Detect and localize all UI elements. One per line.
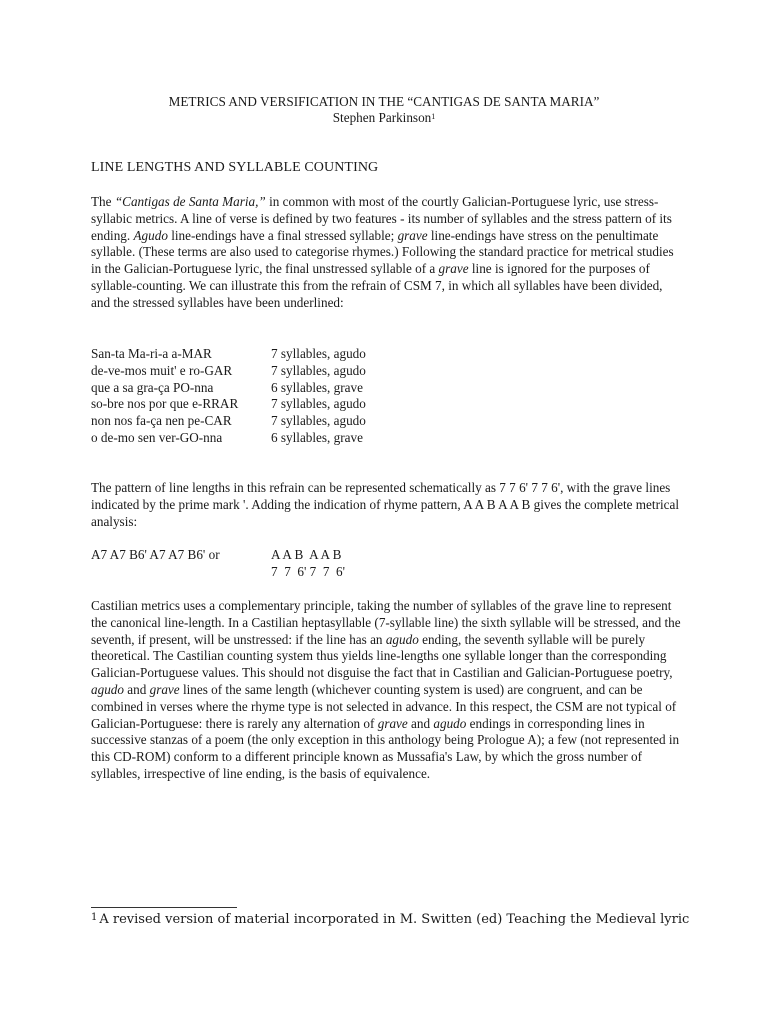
- footnote-text: A revised version of material incorporated in M. Switten (ed) Teaching the Medieval lyric: [99, 912, 690, 927]
- section-heading: LINE LENGTHS AND SYLLABLE COUNTING: [91, 160, 379, 175]
- analysis-spacer: [91, 564, 271, 581]
- footnote-divider: [91, 907, 237, 908]
- refrain-line-info: 7 syllables, agudo: [271, 362, 366, 378]
- refrain-line-text: o de-mo sen ver-GO-nna: [91, 429, 223, 445]
- metrical-analysis: [91, 547, 345, 581]
- refrain-line-info: 7 syllables, agudo: [271, 413, 366, 429]
- refrain-line-text: de-ve-mos muit' e ro-GAR: [91, 362, 233, 378]
- refrain-line-info: 7 syllables, agudo: [271, 346, 366, 361]
- refrain-line-info: 7 syllables, agudo: [271, 396, 366, 412]
- text-run: and: [407, 715, 434, 731]
- paragraph-pattern: The pattern of line lengths in this refrain can be represented schematically as 7 7 6' 7 7 6', with the grave lines indicated by the prime mark '. Adding the indication of rhyme pattern, A A B A A B gives the complete metrical analysis:: [91, 480, 680, 529]
- refrain-syllable-table: [91, 346, 366, 447]
- italic-run: grave: [438, 261, 469, 277]
- italic-run: agudo: [385, 631, 419, 647]
- text-run: and: [123, 681, 150, 697]
- text-run: endings in corresponding lines in successive stanzas of a poem (the only exception in this anthology being Prologue A); a few (not represented in this CD-ROM) conform to a different principle known as Mussafia's Law, by which the gross number of syllables, irrespective of line ending, is the basis of equivalence.: [91, 715, 680, 781]
- text-run: The: [91, 194, 115, 209]
- refrain-line: [91, 396, 366, 413]
- refrain-line: [91, 363, 366, 380]
- refrain-line-text: que a sa gra-ça PO-nna: [91, 379, 214, 395]
- paragraph-castilian: [91, 598, 681, 783]
- analysis-formula: A7 A7 B6' A7 A7 B6' or: [91, 547, 220, 562]
- paragraph-intro: [91, 194, 681, 312]
- refrain-line-text: non nos fa-ça nen pe-CAR: [91, 413, 232, 429]
- text-run: line-endings have stress on the penultimate syllable. (These terms are also used to categorise rhymes.) Following the standard practice for metrical studies in the Galician-Portuguese lyric, the final unstressed syllable of a: [91, 227, 674, 277]
- footnote: [91, 912, 689, 929]
- footnote-reference: 1: [431, 112, 436, 121]
- refrain-line: [91, 430, 366, 447]
- text-run: in common with most of the courtly Galician-Portuguese lyric, use stress-syllabic metrics. A line of verse is defined by two features - its number of syllables and the stress pattern of its ending.: [91, 194, 672, 243]
- italic-run: grave: [397, 227, 428, 243]
- refrain-line: [91, 380, 366, 397]
- text-run: lines of the same length (whichever counting system is used) are congruent, and can be combined in verses where the rhyme type is not selected in advance. In this respect, the CSM are not typical of Galician-Portuguese: there is rarely any alternation of: [91, 681, 677, 731]
- italic-run: “Cantigas de Santa Maria,”: [114, 194, 266, 209]
- refrain-line: [91, 346, 366, 363]
- refrain-line-info: 6 syllables, grave: [271, 379, 363, 395]
- text-run: Castilian metrics uses a complementary principle, taking the number of syllables of the grave line to represent the canonical line-length. In a Castilian heptasyllable (7-syllable line) the sixth syllable will be stressed, and the seventh, if present, will be unstressed: if the line has an: [91, 598, 681, 647]
- italic-run: agudo: [433, 715, 467, 731]
- text-run: line is ignored for the purposes of syllable-counting. We can illustrate this from the refrain of CSM 7, in which all syllables have been divided, and the stressed syllables have been underlined:: [91, 261, 663, 310]
- syllable-pattern: 7 7 6' 7 7 6': [271, 563, 345, 579]
- italic-run: grave: [149, 681, 180, 697]
- footnote-mark: 1: [91, 912, 98, 923]
- author-line: [0, 110, 768, 127]
- refrain-line-text: San-ta Ma-ri-a a-MAR: [91, 346, 212, 361]
- rhyme-pattern: A A B A A B: [271, 547, 342, 562]
- text-run: line-endings have a final stressed syllable;: [167, 227, 398, 243]
- refrain-line: [91, 413, 366, 430]
- analysis-row: [91, 564, 345, 581]
- text-run: ending, the seventh syllable will be purely theoretical. The Castilian counting system thus yields line-lengths one syllable longer than the corresponding Galician-Portuguese values. This should not disguise the fact that in Castilian and Galician-Portuguese poetry,: [91, 631, 673, 681]
- document-title: METRICS AND VERSIFICATION IN THE “CANTIGAS DE SANTA MARIA”: [168, 94, 600, 109]
- italic-run: Agudo: [133, 227, 168, 243]
- italic-run: grave: [377, 715, 408, 731]
- analysis-row: [91, 547, 345, 564]
- refrain-line-text: so-bre nos por que e-RRAR: [91, 396, 239, 412]
- italic-run: agudo: [91, 681, 124, 697]
- refrain-line-info: 6 syllables, grave: [271, 429, 363, 445]
- author-name: Stephen Parkinson: [332, 110, 432, 125]
